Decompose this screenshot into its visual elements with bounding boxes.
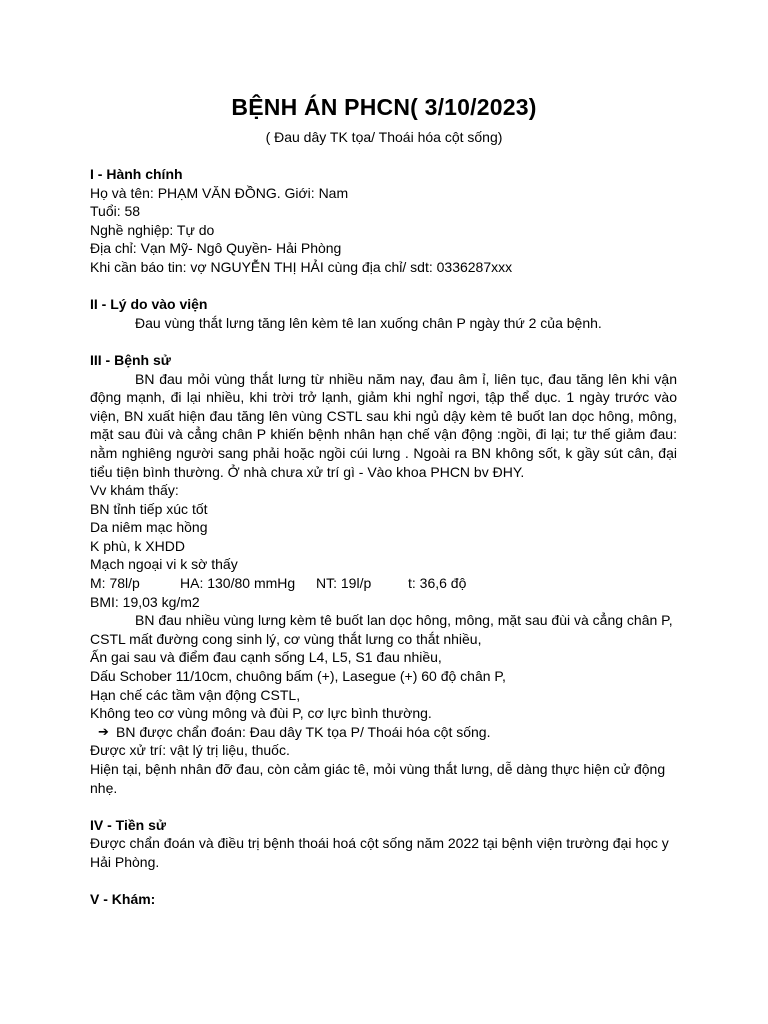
section-heading-examination: V - Khám: bbox=[90, 891, 156, 908]
vital-temperature: t: 36,6 độ bbox=[408, 575, 467, 592]
document-title: BỆNH ÁN PHCN( 3/10/2023) bbox=[231, 94, 537, 120]
bmi-line: BMI: 19,03 kg/m2 bbox=[90, 593, 200, 610]
patient-age-line: Tuổi: 58 bbox=[90, 203, 141, 220]
document-subtitle: ( Đau dây TK tọa/ Thoái hóa cột sống) bbox=[265, 129, 503, 145]
current-status-line: Hiện tại, bệnh nhân đỡ đau, còn cảm giác tê, mỏi vùng thắt lưng, dễ dàng thực hiện cử động nhẹ. bbox=[90, 761, 666, 796]
spacer bbox=[90, 797, 677, 816]
spacer bbox=[90, 277, 677, 296]
exam-item: K phù, k XHDD bbox=[90, 537, 185, 554]
section-heading-admission-reason: II - Lý do vào viện bbox=[90, 296, 208, 313]
section-heading-history: III - Bệnh sử bbox=[90, 351, 171, 368]
vital-blood-pressure: HA: 130/80 mmHg bbox=[180, 575, 296, 592]
exam-item: Mạch ngoại vi k sờ thấy bbox=[90, 556, 238, 573]
diagnosis-line bbox=[90, 723, 677, 742]
admission-reason-text: Đau vùng thắt lưng tăng lên kèm tê lan xuống chân P ngày thứ 2 của bệnh. bbox=[135, 314, 602, 331]
past-history-text: Được chẩn đoán và điều trị bệnh thoái hoá cột sống năm 2022 tại bệnh viện trường đại học y Hải Phòng. bbox=[90, 835, 669, 870]
patient-job-line: Nghề nghiệp: Tự do bbox=[90, 221, 215, 238]
diagnosis-text: BN được chẩn đoán: Đau dây TK tọa P/ Thoái hóa cột sống. bbox=[116, 723, 491, 740]
exam-item: BN tỉnh tiếp xúc tốt bbox=[90, 500, 208, 517]
patient-contact-line: Khi cần báo tin: vợ NGUYỄN THỊ HẢI cùng địa chỉ/ sdt: 0336287xxx bbox=[90, 258, 513, 275]
section-heading-administrative: I - Hành chính bbox=[90, 166, 183, 182]
vital-signs-row bbox=[90, 574, 677, 593]
finding-item: Không teo cơ vùng mông và đùi P, cơ lực bình thường. bbox=[90, 705, 432, 722]
history-paragraph: BN đau mỏi vùng thắt lưng từ nhiều năm nay, đau âm ỉ, liên tục, đau tăng lên khi vận động mạnh, đi lại nhiều, khi trời trở lạnh, giảm khi nghỉ ngơi, tập thể dục. 1 ngày trước vào viện, BN xuất hiện đau tăng lên vùng CSTL sau khi ngủ dậy kèm tê buốt lan dọc hông, mông, mặt sau đùi và cẳng chân P khiến bệnh nhân hạn chế vận động :ngồi, đi lại; tư thế giảm đau: nằm nghiêng người sang phải hoặc ngồi cúi lưng . Ngoài ra BN không sốt, k gầy sút cân, đại tiểu tiện bình thường. Ở nhà chưa xử trí gì - Vào khoa PHCN bv ĐHY. bbox=[90, 370, 677, 480]
finding-item: Dấu Schober 11/10cm, chuông bấm (+), Lasegue (+) 60 độ chân P, bbox=[90, 668, 506, 685]
exam-item: Da niêm mạc hồng bbox=[90, 519, 208, 536]
patient-name-line: Họ và tên: PHẠM VĂN ĐỒNG. Giới: Nam bbox=[90, 184, 349, 201]
treatment-line: Được xử trí: vật lý trị liệu, thuốc. bbox=[90, 742, 290, 759]
vital-respiratory-rate: NT: 19l/p bbox=[316, 575, 372, 592]
vital-pulse: M: 78l/p bbox=[90, 575, 140, 592]
finding-item: CSTL mất đường cong sinh lý, cơ vùng thắt lưng co thắt nhiều, bbox=[90, 630, 482, 647]
document-body bbox=[90, 165, 677, 909]
section-heading-past-history: IV - Tiền sử bbox=[90, 816, 167, 833]
spacer bbox=[90, 872, 677, 891]
spacer bbox=[90, 332, 677, 351]
exam-intro: Vv khám thấy: bbox=[90, 482, 179, 499]
patient-address-line: Địa chỉ: Vạn Mỹ- Ngô Quyền- Hải Phòng bbox=[90, 240, 342, 257]
finding-item: Ấn gai sau và điểm đau cạnh sống L4, L5, S1 đau nhiều, bbox=[90, 649, 442, 666]
findings-paragraph: BN đau nhiều vùng lưng kèm tê buốt lan dọc hông, mông, mặt sau đùi và cẳng chân P, bbox=[135, 612, 673, 629]
finding-item: Hạn chế các tầm vận động CSTL, bbox=[90, 686, 301, 703]
arrow-right-icon: ➔ bbox=[98, 723, 109, 739]
